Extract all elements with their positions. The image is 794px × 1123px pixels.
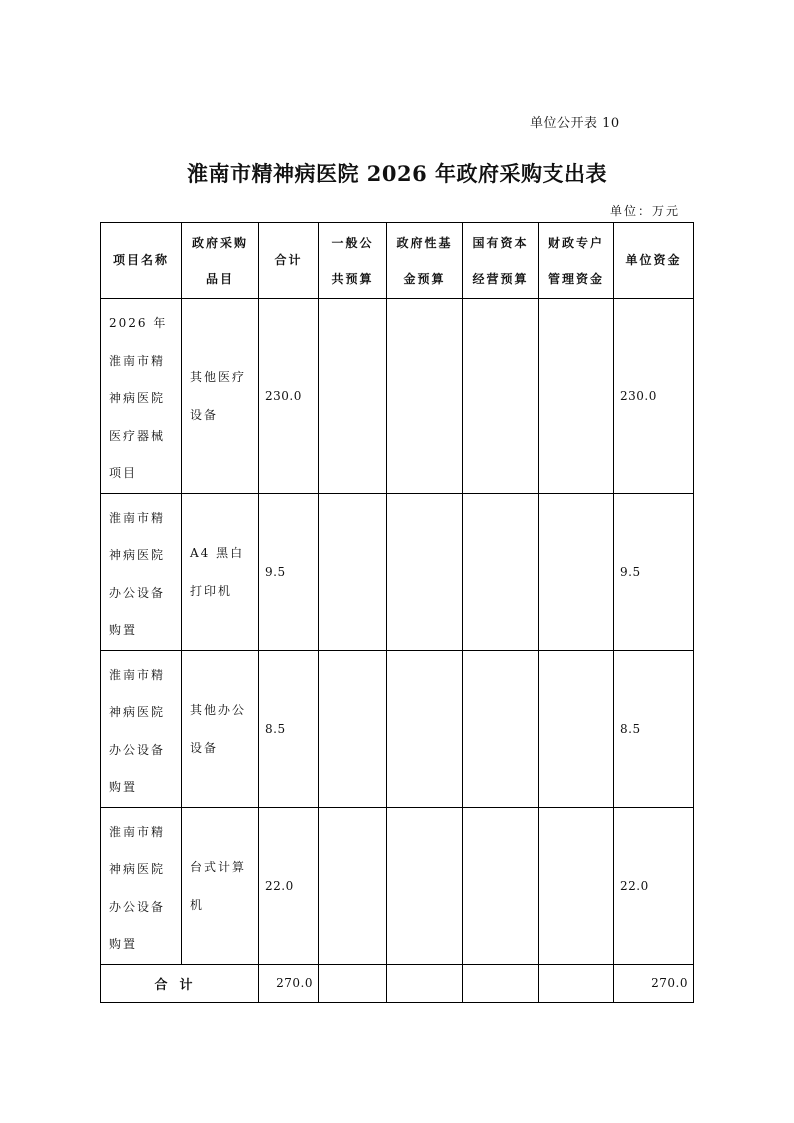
header-total: 合计 [259, 223, 319, 299]
header-general-budget: 一般公共预算 [319, 223, 387, 299]
unit-label: 单位：万元 [610, 204, 681, 218]
cell-special-account [539, 650, 614, 807]
cell-project-name: 淮南市精神病医院办公设备购置 [101, 650, 182, 807]
table-total-row [101, 964, 694, 1002]
header-project-name: 项目名称 [101, 223, 182, 299]
cell-general-budget [319, 650, 387, 807]
header-fund-budget: 政府性基金预算 [387, 223, 463, 299]
cell-fund-budget [387, 493, 463, 650]
cell-unit-fund: 9.5 [614, 493, 694, 650]
cell-fund-budget [387, 650, 463, 807]
cell-procurement-category: A4 黑白打印机 [182, 493, 259, 650]
header-state-capital-budget: 国有资本经营预算 [463, 223, 539, 299]
header-unit-fund: 单位资金 [614, 223, 694, 299]
header-special-account: 财政专户管理资金 [539, 223, 614, 299]
cell-project-name: 2026 年淮南市精神病医院医疗器械项目 [101, 299, 182, 494]
total-general-budget [319, 964, 387, 1002]
cell-fund-budget [387, 299, 463, 494]
cell-procurement-category: 台式计算机 [182, 807, 259, 964]
cell-total: 230.0 [259, 299, 319, 494]
total-fund-budget [387, 964, 463, 1002]
cell-general-budget [319, 493, 387, 650]
total-label: 合计 [101, 964, 259, 1002]
cell-project-name: 淮南市精神病医院办公设备购置 [101, 807, 182, 964]
total-sum: 270.0 [259, 964, 319, 1002]
cell-state-capital-budget [463, 807, 539, 964]
cell-state-capital-budget [463, 299, 539, 494]
cell-state-capital-budget [463, 493, 539, 650]
cell-general-budget [319, 807, 387, 964]
header-procurement-category: 政府采购品目 [182, 223, 259, 299]
cell-total: 8.5 [259, 650, 319, 807]
table-row [101, 299, 694, 494]
cell-procurement-category: 其他办公设备 [182, 650, 259, 807]
cell-unit-fund: 8.5 [614, 650, 694, 807]
table-row [101, 807, 694, 964]
table-row [101, 493, 694, 650]
cell-special-account [539, 807, 614, 964]
total-special-account [539, 964, 614, 1002]
table-row [101, 650, 694, 807]
cell-general-budget [319, 299, 387, 494]
cell-state-capital-budget [463, 650, 539, 807]
cell-special-account [539, 299, 614, 494]
cell-total: 22.0 [259, 807, 319, 964]
total-unit-fund: 270.0 [614, 964, 694, 1002]
cell-total: 9.5 [259, 493, 319, 650]
cell-special-account [539, 493, 614, 650]
procurement-table [100, 222, 694, 1003]
document-number: 单位公开表 10 [530, 116, 620, 131]
cell-unit-fund: 22.0 [614, 807, 694, 964]
cell-fund-budget [387, 807, 463, 964]
cell-unit-fund: 230.0 [614, 299, 694, 494]
cell-procurement-category: 其他医疗设备 [182, 299, 259, 494]
total-state-capital-budget [463, 964, 539, 1002]
table-header-row [101, 223, 694, 299]
cell-project-name: 淮南市精神病医院办公设备购置 [101, 493, 182, 650]
page-title: 淮南市精神病医院 2026 年政府采购支出表 [186, 161, 608, 186]
